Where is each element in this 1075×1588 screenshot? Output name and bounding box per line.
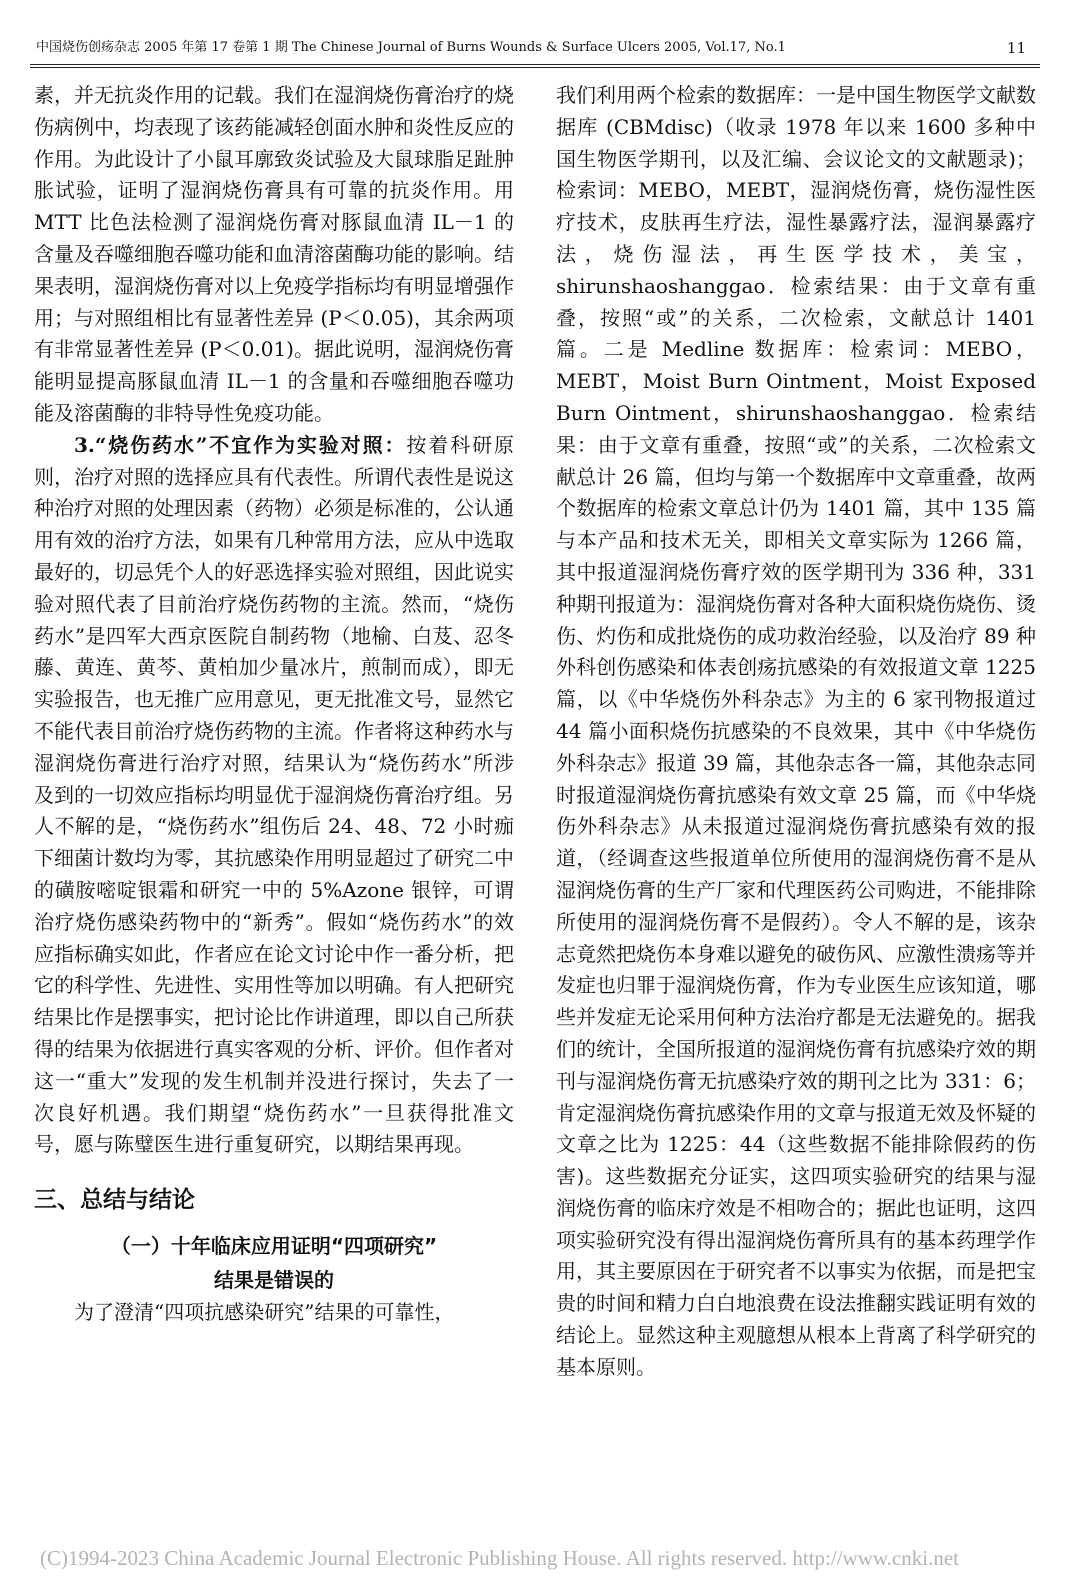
point-3-heading: 3.“烧伤药水”不宜作为实验对照： <box>74 432 407 457</box>
page-number: 11 <box>1006 39 1026 57</box>
paragraph-database-search: 我们利用两个检索的数据库：一是中国生物医学文献数据库 (CBMdisc)（收录 1978 年以来 1600 多种中国生物医学期刊，以及汇编、会议论文的文献题录)；检索词：MEBO，MEBT，湿润烧伤膏，烧伤湿性医疗技术，皮肤再生疗法，湿性暴露疗法，湿润暴露疗法，烧伤湿法，再生医学技术，美宝，shirunshaoshanggao．检索结果：由于文章有重叠，按照“或”的关系，二次检索，文献总计 1401 篇。二是 Medline 数据库：检索词：MEBO，MEBT，Moist Burn Ointment，Moist Exposed Burn Ointment，shirunshaoshanggao．检索结果：由于文章有重叠，按照“或”的关系，二次检索文献总计 26 篇，但均与第一个数据库中文章重叠，故两个数据库的检索文章总计仍为 1401 篇，其中 135 篇与本产品和技术无关，即相关文章实际为 1266 篇，其中报道湿润烧伤膏疗效的医学期刊为 336 种，331 种期刊报道为：湿润烧伤膏对各种大面积烧伤烧伤、烫伤、灼伤和成批烧伤的成功救治经验，以及治疗 89 种外科创伤感染和体表创疡抗感染的有效报道文章 1225 篇，以《中华烧伤外科杂志》为主的 6 家刊物报道过 44 篇小面积烧伤抗感染的不良效果，其中《中华烧伤外科杂志》报道 39 篇，其他杂志各一篇，其他杂志同时报道湿润烧伤膏抗感染有效文章 25 篇，而《中华烧伤外科杂志》从未报道过湿润烧伤膏抗感染有效的报道，（经调查这些报道单位所使用的湿润烧伤膏不是从湿润烧伤膏的生产厂家和代理医药公司购进，不能排除所使用的湿润烧伤膏不是假药）。令人不解的是，该杂志竟然把烧伤本身难以避免的破伤风、应激性溃疡等并发症也归罪于湿润烧伤膏，作为专业医生应该知道，哪些并发症无论采用何种方法治疗都是无法避免的。据我们的统计，全国所报道的湿润烧伤膏有抗感染疗效的期刊与湿润烧伤膏无抗感染疗效的期刊之比为 331：6；肯定湿润烧伤膏抗感染作用的文章与报道无效及怀疑的文章之比为 1225：44（这些数据不能排除假药的伤害)。这些数据充分证实，这四项实验研究的结果与湿润烧伤膏的临床疗效是不相吻合的；据此也证明，这四项实验研究没有得出湿润烧伤膏所具有的基本药理学作用，其主要原因在于研究者不以事实为依据，而是把宝贵的时间和精力白白地浪费在设法推翻实践证明有效的结论上。显然这种主观臆想从根本上背离了科学研究的基本原则。 <box>556 83 1036 1379</box>
header-rule <box>30 64 1040 65</box>
subheading-line-1: （一）十年临床应用证明“四项研究” <box>110 1234 438 1259</box>
right-column <box>556 80 1036 1384</box>
header-rule-2 <box>30 67 1040 68</box>
paragraph-anti-inflammatory: 素，并无抗炎作用的记载。我们在湿润烧伤膏治疗的烧伤病例中，均表现了该药能减轻创面水肿和炎性反应的作用。为此设计了小鼠耳廓致炎试验及大鼠球脂足趾肿胀试验，证明了湿润烧伤膏具有可靠的抗炎作用。用 MTT 比色法检测了湿润烧伤膏对豚鼠血清 IL－1 的含量及吞噬细胞吞噬功能和血清溶菌酶功能的影响。结果表明，湿润烧伤膏对以上免疫学指标均有明显增强作用；与对照组相比有显著性差异 (P＜0.05)，其余两项有非常显著性差异 (P＜0.01)。据此说明，湿润烧伤膏能明显提高豚鼠血清 IL－1 的含量和吞噬细胞吞噬功能及溶菌酶的非特导性免疫功能。 <box>34 83 514 425</box>
left-column <box>34 80 514 1329</box>
paragraph-burn-lotion <box>34 430 514 1161</box>
paragraph-clarify-start: 为了澄清“四项抗感染研究”结果的可靠性， <box>74 1300 455 1325</box>
section-heading: 三、总结与结论 <box>34 1187 195 1214</box>
running-title: 中国烧伤创疡杂志 2005 年第 17 卷第 1 期 The Chinese Journal of Burns Wounds & Surface Ulcers 2005, Vol.17, No.1 <box>36 40 786 55</box>
copyright-watermark: (C)1994-2023 China Academic Journal Electronic Publishing House. All rights reserved. http://www.cnki.net <box>40 1546 959 1570</box>
running-header <box>30 38 1040 60</box>
subheading-line-2: 结果是错误的 <box>214 1268 334 1293</box>
point-3-body: 按着科研原则，治疗对照的选择应具有代表性。所谓代表性是说这种治疗对照的处理因素（药物）必须是标准的，公认通用有效的治疗方法，如果有几种常用方法，应从中选取最好的，切忌凭个人的好恶选择实验对照组，因此说实验对照代表了目前治疗烧伤药物的主流。然而，“烧伤药水”是四军大西京医院自制药物（地榆、白芨、忍冬藤、黄连、黄芩、黄柏加少量冰片，煎制而成），即无实验报告，也无推广应用意见，更无批准文号，显然它不能代表目前治疗烧伤药物的主流。作者将这种药水与湿润烧伤膏进行治疗对照，结果认为“烧伤药水”所涉及到的一切效应指标均明显优于湿润烧伤膏治疗组。另人不解的是，“烧伤药水”组伤后 24、48、72 小时痂下细菌计数均为零，其抗感染作用明显超过了研究二中的磺胺嘧啶银霜和研究一中的 5%Azone 银锌，可谓治疗烧伤感染药物中的“新秀”。假如“烧伤药水”的效应指标确实如此，作者应在论文讨论中作一番分析，把它的科学性、先进性、实用性等加以明确。有人把研究结果比作是摆事实，把讨论比作讲道理，即以自己所获得的结果为依据进行真实客观的分析、评价。但作者对这一“重大”发现的发生机制并没进行探讨，失去了一次良好机遇。我们期望“烧伤药水”一旦获得批准文号，愿与陈璧医生进行重复研究，以期结果再现。 <box>34 432 515 1157</box>
